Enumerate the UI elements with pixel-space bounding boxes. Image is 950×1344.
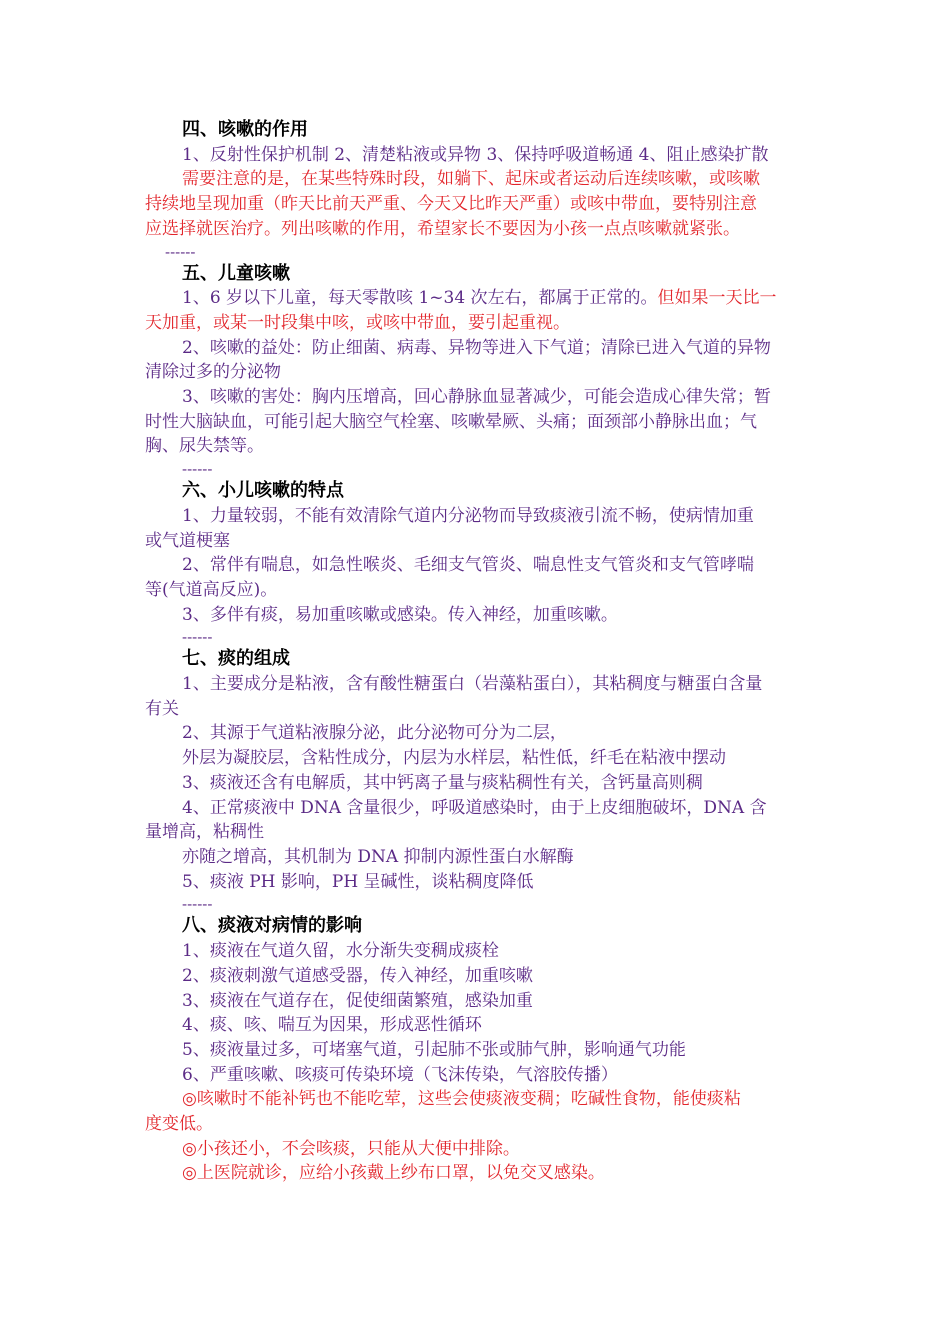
s6-item-line: 3、多伴有痰，易加重咳嗽或感染。传入神经，加重咳嗽。 [182, 604, 618, 625]
separator: ------ [182, 460, 213, 479]
section-heading-6: 六、小儿咳嗽的特点 [182, 480, 344, 502]
section-heading-4: 四、咳嗽的作用 [182, 119, 308, 140]
s8-item-line: 2、痰液刺激气道感受器，传入神经，加重咳嗽 [182, 965, 533, 986]
separator: ------ [182, 895, 213, 914]
s7-item-line: 4、正常痰液中 DNA 含量很少，呼吸道感染时，由于上皮细胞破坏，DNA 含 [182, 797, 767, 818]
s5-item-line: 天加重，或某一时段集中咳，或咳中带血，要引起重视。 [145, 312, 570, 333]
section-heading-5: 五、儿童咳嗽 [182, 262, 290, 284]
s6-item-line: 或气道梗塞 [145, 530, 230, 551]
s7-item-line: 3、痰液还含有电解质，其中钙离子量与痰粘稠性有关，含钙量高则稠 [182, 772, 703, 793]
s5-item-line [145, 286, 810, 311]
s6-item-line: 2、常伴有喘息，如急性喉炎、毛细支气管炎、喘息性支气管炎和支气管哮喘 [182, 555, 754, 576]
s7-item-line: 量增高，粘稠性 [145, 822, 264, 843]
section-heading-7: 七、痰的组成 [182, 648, 290, 670]
s5-item1-warning: 但如果一天比一 [657, 288, 777, 309]
s5-item-line: 清除过多的分泌物 [145, 362, 281, 383]
s4-note-line: 持续地呈现加重（昨天比前天严重、今天又比昨天严重）或咳中带血，要特别注意 [145, 194, 757, 215]
s8-note-line: ◎上医院就诊，应给小孩戴上纱布口罩，以免交叉感染。 [182, 1163, 605, 1184]
s5-item1-normal: 1、6 岁以下儿童，每天零散咳 1~34 次左右，都属于正常的。 [182, 288, 658, 309]
s5-item-line: 时性大脑缺血，可能引起大脑空气栓塞、咳嗽晕厥、头痛；面颈部小静脉出血；气 [145, 411, 757, 432]
s5-item-line: 胸、尿失禁等。 [145, 436, 264, 457]
s7-item-line: 有关 [145, 698, 179, 719]
s6-item-line: 1、力量较弱，不能有效清除气道内分泌物而导致痰液引流不畅，使病情加重 [182, 505, 754, 526]
s8-note-line: 度变低。 [145, 1114, 213, 1135]
s7-item-line: 5、痰液 PH 影响，PH 呈碱性，谈粘稠度降低 [182, 871, 534, 892]
s7-item-line: 亦随之增高，其机制为 DNA 抑制内源性蛋白水解酶 [182, 846, 574, 867]
s8-item-line: 5、痰液量过多，可堵塞气道，引起肺不张或肺气肿，影响通气功能 [182, 1039, 686, 1060]
s4-note-line: 应选择就医治疗。列出咳嗽的作用，希望家长不要因为小孩一点点咳嗽就紧张。 [145, 218, 740, 239]
s8-note-line: ◎小孩还小，不会咳痰，只能从大便中排除。 [182, 1138, 520, 1159]
s7-item-line: 2、其源于气道粘液腺分泌，此分泌物可分为二层， [182, 723, 567, 744]
s8-item-line: 3、痰液在气道存在，促使细菌繁殖，感染加重 [182, 990, 533, 1011]
s5-item-line: 2、咳嗽的益处：防止细菌、病毒、异物等进入下气道；清除已进入气道的异物 [182, 337, 771, 358]
s6-item-line: 等(气道高反应)。 [145, 579, 278, 600]
s7-item-line: 1、主要成分是粘液，含有酸性糖蛋白（岩藻粘蛋白），其粘稠度与糖蛋白含量 [182, 674, 763, 695]
s4-note-line: 需要注意的是，在某些特殊时段，如躺下、起床或者运动后连续咳嗽，或咳嗽 [182, 169, 760, 190]
s8-note-line: ◎咳嗽时不能补钙也不能吃荤，这些会使痰液变稠；吃碱性食物，能使痰粘 [182, 1089, 741, 1110]
document-page [145, 118, 810, 1186]
separator: ------ [182, 628, 213, 647]
s8-item-line: 6、严重咳嗽、咳痰可传染环境（飞沫传染，气溶胶传播） [182, 1064, 618, 1085]
s8-item-line: 1、痰液在气道久留，水分渐失变稠成痰栓 [182, 941, 499, 962]
s8-item-line: 4、痰、咳、喘互为因果，形成恶性循环 [182, 1015, 482, 1036]
section-heading-8: 八、痰液对病情的影响 [182, 915, 362, 937]
s5-item-line: 3、咳嗽的害处：胸内压增高，回心静脉血显著减少，可能会造成心律失常；暂 [182, 387, 771, 408]
s7-item-line: 外层为凝胶层，含粘性成分，内层为水样层，粘性低，纤毛在粘液中摆动 [182, 748, 726, 769]
s4-item-line: 1、反射性保护机制 2、清楚粘液或异物 3、保持呼吸道畅通 4、阻止感染扩散 [182, 144, 769, 165]
separator: ------ [165, 242, 196, 261]
